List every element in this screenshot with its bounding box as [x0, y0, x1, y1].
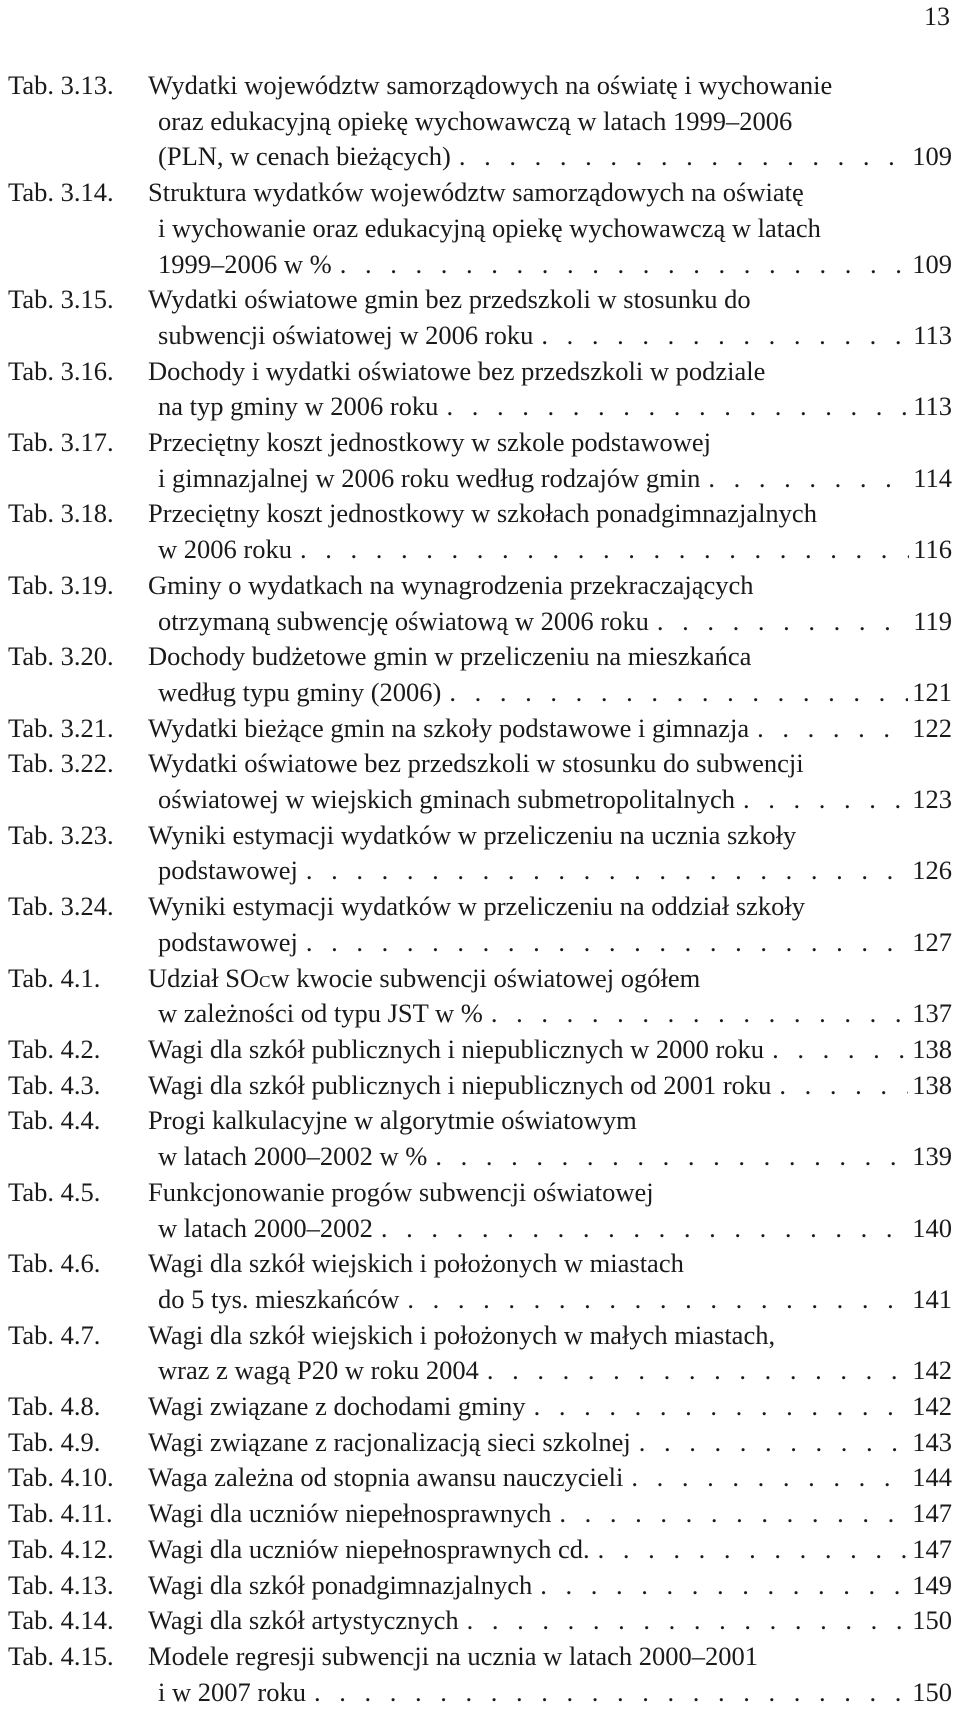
entry-title-text: Wyniki estymacji wydatków w przeliczeniu na ucznia szkoły	[148, 819, 797, 850]
entry-title-line	[148, 175, 952, 211]
dot-leader	[700, 461, 909, 497]
entry-title-text: na typ gminy w 2006 roku	[158, 391, 439, 422]
entry-title-line	[148, 818, 952, 854]
entry-page-number: 123	[912, 784, 952, 815]
dot-leader	[631, 1425, 909, 1461]
entry-label: Tab. 4.9.	[8, 1426, 101, 1457]
toc-entry[interactable]	[8, 1532, 952, 1568]
entry-title	[148, 818, 952, 889]
entry-title-line	[148, 1389, 952, 1425]
entry-title-line	[148, 211, 952, 247]
toc-entry[interactable]	[8, 496, 952, 567]
entry-title-text: Struktura wydatków województw samorządowych na oświatę	[148, 177, 804, 208]
entry-title-text: Wagi dla szkół wiejskich i położonych w miastach	[148, 1248, 684, 1279]
entry-title-text: Wagi dla szkół wiejskich i położonych w małych miastach,	[148, 1319, 776, 1350]
dot-leader	[306, 1675, 908, 1711]
entry-title-text: Wagi dla szkół ponadgimnazjalnych	[148, 1569, 533, 1600]
entry-page-number: 121	[912, 676, 952, 707]
entry-title-text: w kwocie subwencji oświatowej ogółem	[270, 962, 701, 993]
toc-entry[interactable]	[8, 1603, 952, 1639]
entry-label: Tab. 3.19.	[8, 569, 114, 600]
toc-entry[interactable]	[8, 175, 952, 282]
entry-title-text: otrzymaną subwencję oświatową w 2006 roku	[158, 605, 649, 636]
entry-label: Tab. 4.10.	[8, 1462, 114, 1493]
entry-label: Tab. 4.6.	[8, 1248, 101, 1279]
entry-page-number: 109	[912, 141, 952, 172]
entry-title-text: Wydatki oświatowe bez przedszkoli w stosunku do subwencji	[148, 748, 804, 779]
entry-title-text: w latach 2000–2002 w %	[158, 1141, 428, 1172]
entry-title-line	[148, 461, 952, 497]
entry-page-number: 143	[912, 1426, 952, 1457]
entry-title-line	[148, 1353, 952, 1389]
entry-title-text: i wychowanie oraz edukacyjną opiekę wychowawczą w latach	[158, 212, 821, 243]
toc-entry[interactable]	[8, 746, 952, 817]
dot-leader	[551, 1496, 908, 1532]
entry-title-line	[148, 1211, 952, 1247]
entry-page-number: 150	[912, 1676, 952, 1707]
entry-title-line	[148, 746, 952, 782]
entry-title-text: Wydatki województw samorządowych na oświatę i wychowanie	[148, 70, 833, 100]
dot-leader	[441, 675, 908, 711]
entry-title-text: Udział SO	[148, 962, 260, 993]
entry-title-line	[148, 1425, 952, 1461]
entry-label: Tab. 4.12.	[8, 1533, 114, 1564]
entry-title-line	[148, 68, 952, 104]
dot-leader	[479, 1353, 908, 1389]
entry-title-line	[148, 1603, 952, 1639]
toc-entry[interactable]	[8, 68, 952, 175]
entry-label: Tab. 3.17.	[8, 427, 114, 458]
entry-title-line	[148, 1675, 952, 1711]
entry-title-text: według typu gminy (2006)	[158, 676, 442, 707]
entry-title-line	[148, 568, 952, 604]
entry-page-number: 122	[912, 712, 952, 743]
entry-title-text: Wagi dla uczniów niepełnosprawnych cd.	[148, 1533, 590, 1564]
entry-page-number: 140	[912, 1212, 952, 1243]
entry-title-line	[148, 996, 952, 1032]
entry-title-line	[148, 389, 952, 425]
entry-title-line	[148, 782, 952, 818]
dot-leader	[771, 1068, 908, 1104]
entry-page-number: 144	[912, 1462, 952, 1493]
entry-page-number: 147	[912, 1533, 952, 1564]
entry-label: Tab. 4.8.	[8, 1391, 101, 1422]
entry-title-line	[148, 1139, 952, 1175]
entry-title	[148, 175, 952, 282]
entry-page-number: 113	[913, 319, 952, 350]
entry-page-number: 141	[912, 1283, 952, 1314]
entry-title-text: subwencji oświatowej w 2006 roku	[158, 319, 534, 350]
entry-page-number: 138	[912, 1069, 952, 1100]
toc-entry[interactable]	[8, 961, 952, 1032]
entry-title-line: Udział SO C w kwocie subwencji oświatowej ogółem	[148, 961, 952, 997]
entry-page-number: 138	[912, 1033, 952, 1064]
toc-entry[interactable]	[8, 1496, 952, 1532]
entry-label: Tab. 4.5.	[8, 1176, 101, 1207]
dot-leader	[298, 853, 908, 889]
entry-title-line	[148, 425, 952, 461]
toc-entry[interactable]	[8, 1175, 952, 1246]
entry-title	[148, 746, 952, 817]
entry-title-line	[148, 1068, 952, 1104]
entry-title-line	[148, 1460, 952, 1496]
entry-title-line	[148, 1568, 952, 1604]
dot-leader	[590, 1532, 909, 1568]
entry-title-line	[148, 1318, 952, 1354]
entry-label: Tab. 4.15.	[8, 1640, 114, 1671]
entry-title-line	[148, 1639, 952, 1675]
toc-entry[interactable]	[8, 568, 952, 639]
entry-title-line	[148, 1175, 952, 1211]
entry-page-number: 139	[912, 1141, 952, 1172]
entry-label: Tab. 3.22.	[8, 748, 114, 779]
toc-entry[interactable]	[8, 818, 952, 889]
entry-title-line	[148, 853, 952, 889]
toc-entry[interactable]	[8, 1103, 952, 1174]
toc-entry[interactable]	[8, 425, 952, 496]
entry-title-line	[148, 1032, 952, 1068]
entry-title	[148, 282, 952, 353]
toc-entry[interactable]	[8, 1460, 952, 1496]
toc-entry[interactable]	[8, 1032, 952, 1068]
entry-title-line	[148, 282, 952, 318]
dot-leader	[459, 1603, 909, 1639]
dot-leader	[451, 139, 908, 175]
entry-label: Tab. 3.20.	[8, 641, 114, 672]
entry-title	[148, 354, 952, 425]
entry-label: Tab. 4.2.	[8, 1033, 101, 1064]
entry-title	[148, 889, 952, 960]
entry-page-number: 142	[912, 1391, 952, 1422]
entry-title-text: Wydatki oświatowe gmin bez przedszkoli w stosunku do	[148, 284, 751, 315]
table-of-contents	[8, 68, 952, 1710]
entry-title-text: Dochody i wydatki oświatowe bez przedszkoli w podziale	[148, 355, 766, 386]
entry-title-line	[148, 1282, 952, 1318]
entry-title-text: podstawowej	[158, 855, 298, 886]
entry-title-line	[148, 318, 952, 354]
entry-label: Tab. 4.1.	[8, 962, 101, 993]
entry-title	[148, 68, 952, 175]
entry-title-line	[148, 1246, 952, 1282]
entry-title-text: Funkcjonowanie progów subwencji oświatowej	[148, 1176, 654, 1207]
entry-title-text: Gminy o wydatkach na wynagrodzenia przekraczających	[148, 569, 754, 600]
entry-title-text: 1999–2006 w %	[158, 248, 332, 279]
entry-title-text: Wagi dla uczniów niepełnosprawnych	[148, 1498, 552, 1529]
toc-entry[interactable]	[8, 1639, 952, 1710]
entry-title-text: Waga zależna od stopnia awansu nauczycieli	[148, 1462, 624, 1493]
entry-title	[148, 1032, 952, 1068]
dot-leader	[373, 1211, 908, 1247]
entry-title	[148, 1318, 952, 1389]
entry-label: Tab. 4.11.	[8, 1498, 113, 1529]
dot-leader	[292, 532, 909, 568]
dot-leader	[735, 782, 908, 818]
entry-title-text: do 5 tys. mieszkańców	[158, 1283, 400, 1314]
entry-title-text: Wydatki bieżące gmin na szkoły podstawowe i gimnazja	[148, 712, 750, 743]
entry-title-text: Przeciętny koszt jednostkowy w szkołach ponadgimnazjalnych	[148, 498, 817, 529]
dot-leader	[649, 604, 909, 640]
entry-label: Tab. 4.4.	[8, 1105, 101, 1136]
entry-page-number: 114	[913, 462, 952, 493]
entry-title-text: i w 2007 roku	[158, 1676, 306, 1707]
entry-title-text: w 2006 roku	[158, 534, 292, 565]
toc-entry[interactable]	[8, 354, 952, 425]
entry-title	[148, 568, 952, 639]
entry-title	[148, 1496, 952, 1532]
entry-label: Tab. 4.7.	[8, 1319, 101, 1350]
entry-title-line	[148, 711, 952, 747]
entry-title	[148, 1246, 952, 1317]
toc-entry[interactable]	[8, 1568, 952, 1604]
entry-title-line	[148, 925, 952, 961]
entry-title	[148, 1532, 952, 1568]
entry-title	[148, 496, 952, 567]
entry-title-text: Przeciętny koszt jednostkowy w szkole podstawowej	[148, 427, 712, 458]
dot-leader	[532, 1568, 908, 1604]
entry-title-text: oraz edukacyjną opiekę wychowawczą w latach 1999–2006	[158, 105, 793, 136]
entry-title	[148, 1425, 952, 1461]
entry-title-text: (PLN, w cenach bieżących)	[158, 141, 451, 172]
entry-page-number: 127	[912, 926, 952, 957]
entry-title-line	[148, 604, 952, 640]
dot-leader	[298, 925, 908, 961]
entry-title-line	[148, 104, 952, 140]
entry-title-text: i gimnazjalnej w 2006 roku według rodzajów gmin	[158, 462, 701, 493]
entry-title-text: oświatowej w wiejskich gminach submetropolitalnych	[158, 784, 735, 815]
entry-label: Tab. 3.21.	[8, 712, 114, 743]
toc-entry[interactable]	[8, 639, 952, 710]
entry-title-text: Dochody budżetowe gmin w przeliczeniu na mieszkańca	[148, 641, 752, 672]
entry-title	[148, 425, 952, 496]
entry-label: Tab. 3.24.	[8, 891, 114, 922]
entry-title	[148, 711, 952, 747]
entry-title-line	[148, 1532, 952, 1568]
entry-title-text: Wagi dla szkół publicznych i niepublicznych od 2001 roku	[148, 1069, 772, 1100]
entry-label: Tab. 4.13.	[8, 1569, 114, 1600]
entry-title-line	[148, 889, 952, 925]
dot-leader	[749, 711, 908, 747]
toc-entry[interactable]	[8, 889, 952, 960]
entry-page-number: 137	[912, 998, 952, 1029]
entry-page-number: 149	[912, 1569, 952, 1600]
entry-title-text: Wagi związane z dochodami gminy	[148, 1391, 526, 1422]
dot-leader	[427, 1139, 908, 1175]
entry-title-text: podstawowej	[158, 926, 298, 957]
entry-title-line	[148, 496, 952, 532]
entry-title-line	[148, 247, 952, 283]
dot-leader	[332, 247, 909, 283]
dot-leader	[483, 996, 908, 1032]
toc-entry[interactable]	[8, 711, 952, 747]
entry-label: Tab. 4.14.	[8, 1605, 114, 1636]
entry-title	[148, 1603, 952, 1639]
entry-label: Tab. 3.13.	[8, 70, 114, 100]
toc-entry[interactable]	[8, 1068, 952, 1104]
entry-label: Tab. 4.3.	[8, 1069, 101, 1100]
entry-page-number: 142	[912, 1355, 952, 1386]
entry-page-number: 109	[912, 248, 952, 279]
entry-page-number: 147	[912, 1498, 952, 1529]
toc-entry[interactable]	[8, 1246, 952, 1317]
entry-title-text: w zależności od typu JST w %	[158, 998, 483, 1029]
entry-title-text: Wagi dla szkół publicznych i niepublicznych w 2000 roku	[148, 1033, 765, 1064]
entry-page-number: 126	[912, 855, 952, 886]
entry-title-text: Wagi dla szkół artystycznych	[148, 1605, 459, 1636]
entry-title	[148, 1460, 952, 1496]
entry-title-text: Wagi związane z racjonalizacją sieci szkolnej	[148, 1426, 631, 1457]
entry-title	[148, 1103, 952, 1174]
entry-title	[148, 1175, 952, 1246]
toc-entry[interactable]	[8, 1389, 952, 1425]
entry-label: Tab. 3.18.	[8, 498, 114, 529]
entry-title	[148, 639, 952, 710]
toc-entry[interactable]	[8, 282, 952, 353]
entry-title-line	[148, 1496, 952, 1532]
entry-title	[148, 1639, 952, 1710]
dot-leader	[526, 1389, 909, 1425]
entry-title-text: Progi kalkulacyjne w algorytmie oświatowym	[148, 1105, 637, 1136]
entry-title	[148, 961, 952, 1032]
entry-title-text: Wyniki estymacji wydatków w przeliczeniu na oddział szkoły	[148, 891, 806, 922]
entry-title-line	[148, 639, 952, 675]
entry-title-text: Modele regresji subwencji na ucznia w latach 2000–2001	[148, 1640, 759, 1671]
page-number: 13	[924, 2, 950, 31]
entry-label: Tab. 3.15.	[8, 284, 114, 315]
entry-title-line	[148, 354, 952, 390]
toc-entry[interactable]	[8, 1425, 952, 1461]
entry-page-number: 150	[912, 1605, 952, 1636]
dot-leader	[533, 318, 909, 354]
entry-page-number: 113	[913, 391, 952, 422]
entry-page-number: 116	[913, 534, 952, 565]
entry-label: Tab. 3.23.	[8, 819, 114, 850]
entry-title-line	[148, 532, 952, 568]
dot-leader	[438, 389, 909, 425]
entry-page-number: 119	[913, 605, 952, 636]
entry-label: Tab. 3.14.	[8, 177, 114, 208]
entry-title-line	[148, 1103, 952, 1139]
entry-title-text: wraz z wagą P20 w roku 2004	[158, 1355, 479, 1386]
entry-title-text: w latach 2000–2002	[158, 1212, 373, 1243]
entry-label: Tab. 3.16.	[8, 355, 114, 386]
entry-title	[148, 1389, 952, 1425]
entry-title	[148, 1568, 952, 1604]
entry-title	[148, 1068, 952, 1104]
dot-leader	[399, 1282, 908, 1318]
dot-leader	[764, 1032, 908, 1068]
toc-entry[interactable]	[8, 1318, 952, 1389]
entry-title-line	[148, 139, 952, 175]
dot-leader	[623, 1460, 908, 1496]
entry-title-line	[148, 675, 952, 711]
